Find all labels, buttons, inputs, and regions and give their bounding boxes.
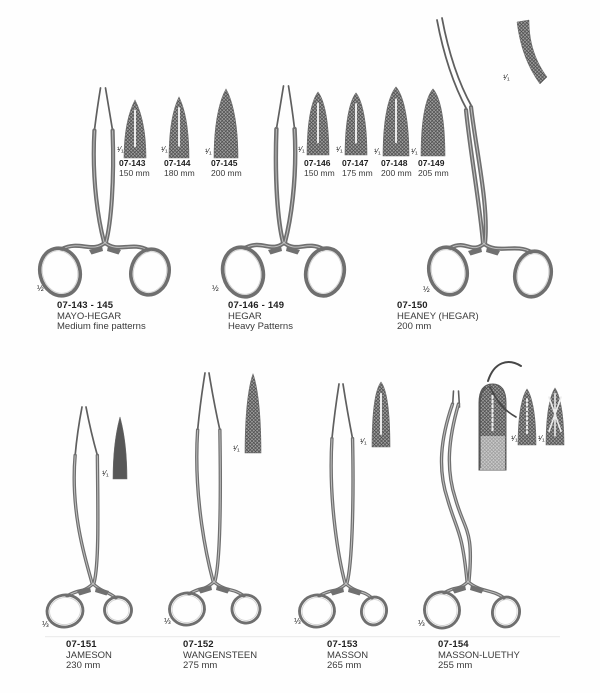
label-masson-luethy: [438, 640, 520, 672]
tip-code: 07-148: [381, 158, 408, 168]
instrument-description: 255 mm: [438, 660, 473, 671]
tip-size: 205 mm: [418, 167, 449, 178]
inset-masson-luethy-jaw-magnified: [479, 362, 521, 470]
label-hegar: [228, 301, 293, 333]
tip-inset-ml-groove: [518, 389, 536, 445]
instrument-description: 275 mm: [183, 660, 218, 671]
tip-label-07-149: [418, 159, 449, 179]
tip-label-07-143: [119, 159, 150, 179]
tip-inset-07-146: [307, 92, 329, 155]
scale-fraction: ¹⁄₁: [102, 469, 109, 478]
scale-fraction: ¹⁄₁: [336, 145, 343, 154]
tip-size: 150 mm: [119, 167, 150, 178]
instrument-name: HEANEY (HEGAR): [397, 310, 479, 322]
scale-fraction: ¹⁄₁: [511, 434, 518, 443]
tip-size: 200 mm: [381, 167, 412, 178]
scale-fraction: ¹⁄₁: [233, 444, 240, 453]
tip-code: 07-149: [418, 158, 445, 168]
scale-fraction: ⅓: [418, 619, 425, 628]
tip-code: 07-147: [342, 158, 369, 168]
instrument-description: Heavy Patterns: [228, 321, 293, 332]
instrument-name: MASSON-LUETHY: [438, 649, 520, 661]
scale-fraction: ½: [212, 284, 219, 293]
instrument-name: MAYO-HEGAR: [57, 310, 122, 322]
tip-size: 180 mm: [164, 167, 195, 178]
label-masson: [327, 640, 368, 672]
scale-fraction: ½: [423, 285, 430, 294]
instrument-hegar: [218, 86, 349, 301]
tip-inset-07-148: [383, 87, 409, 156]
tip-inset-07-144: [169, 97, 189, 158]
scale-fraction: ¹⁄₁: [205, 147, 212, 156]
scale-fraction: ¹⁄₁: [360, 437, 367, 446]
scale-fraction: ¹⁄₁: [538, 434, 545, 443]
scale-fraction: ¹⁄₁: [117, 145, 124, 154]
instrument-name: JAMESON: [66, 649, 112, 661]
instrument-name: HEGAR: [228, 310, 262, 322]
scale-fraction: ⅓: [42, 620, 49, 629]
scale-fraction: ⅓: [294, 617, 301, 626]
tip-code: 07-145: [211, 158, 238, 168]
scale-fraction: ¹⁄₁: [503, 73, 510, 82]
instrument-description: 265 mm: [327, 660, 362, 671]
tip-inset-07-147: [345, 93, 367, 155]
label-heaney-hegar: [397, 301, 479, 333]
tip-size: 200 mm: [211, 167, 242, 178]
tip-inset-07-149: [421, 89, 445, 156]
instrument-masson-luethy: [422, 391, 522, 631]
tip-inset-wangensteen: [245, 374, 261, 453]
tip-label-07-145: [211, 159, 242, 179]
tip-label-07-146: [304, 159, 335, 179]
scan-fold-line: [45, 636, 560, 637]
label-wangensteen: [183, 640, 257, 672]
catalog-code: 07-152: [183, 639, 214, 650]
scale-fraction: ⅓: [164, 617, 171, 626]
catalog-code: 07-146 - 149: [228, 300, 285, 311]
tip-inset-ml-cross: [546, 388, 564, 445]
tip-label-07-147: [342, 159, 373, 179]
catalog-code: 07-151: [66, 639, 97, 650]
tip-inset-07-143: [124, 100, 146, 158]
tip-size: 175 mm: [342, 167, 373, 178]
scale-fraction: ¹⁄₁: [411, 147, 418, 156]
scale-fraction: ½: [37, 284, 44, 293]
tip-label-07-144: [164, 159, 195, 179]
label-jameson: [66, 640, 112, 672]
tip-inset-masson: [372, 382, 390, 447]
catalog-code: 07-153: [327, 639, 358, 650]
tip-size: 150 mm: [304, 167, 335, 178]
scale-fraction: ¹⁄₁: [161, 145, 168, 154]
tip-inset-07-145: [214, 89, 238, 158]
catalog-code: 07-150: [397, 300, 428, 311]
catalog-code: 07-154: [438, 639, 469, 650]
instrument-description: Medium fine patterns: [57, 321, 146, 332]
tip-code: 07-144: [164, 158, 191, 168]
instrument-description: 230 mm: [66, 660, 101, 671]
instrument-name: WANGENSTEEN: [183, 649, 258, 661]
scale-fraction: ¹⁄₁: [298, 145, 305, 154]
scale-fraction: ¹⁄₁: [374, 147, 381, 156]
tip-inset-jameson: [113, 417, 127, 479]
tip-code: 07-146: [304, 158, 331, 168]
instrument-mayo-hegar: [35, 88, 174, 300]
tip-label-07-148: [381, 159, 412, 179]
instrument-name: MASSON: [327, 649, 369, 661]
tip-inset-heaney-curved: [517, 20, 547, 84]
tip-code: 07-143: [119, 158, 146, 168]
label-mayo-hegar: [57, 301, 146, 333]
instrument-description: 200 mm: [397, 321, 432, 332]
catalog-code: 07-143 - 145: [57, 300, 114, 311]
